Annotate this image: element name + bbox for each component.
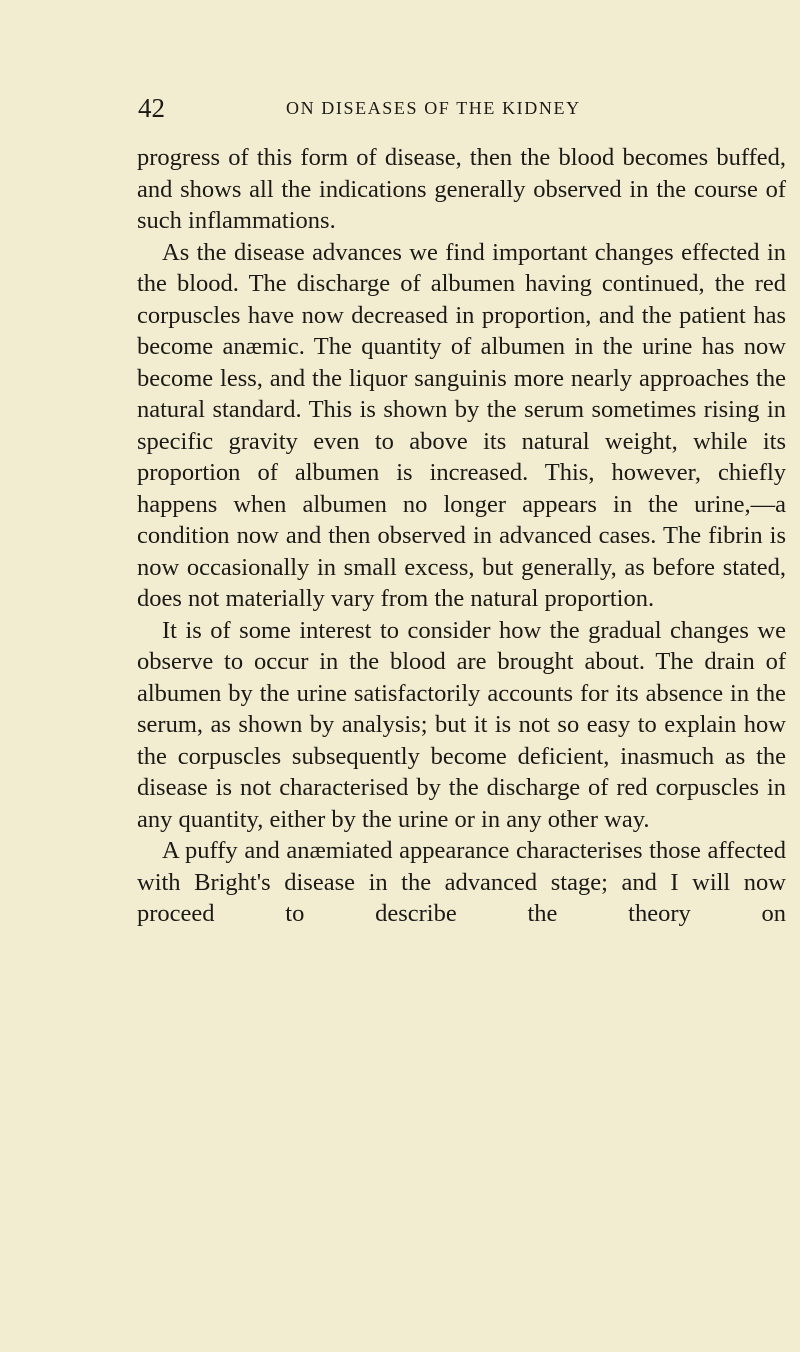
paragraph-1: progress of this form of disease, then the blood becomes buffed, and shows all the indications generally observed in the course of such inflammations. [137, 144, 786, 234]
paragraph-3: It is of some interest to consider how the gradual changes we observe to occur in the blood are brought about. The drain of albumen by the urine satisfactorily accounts for its absence in the serum, as shown by analysis; but it is not so easy to explain how the corpuscles subsequently become deficient, inasmuch as the disease is not characterised by the discharge of red corpuscles in any quantity, either by the urine or in any other way. [137, 616, 786, 833]
running-head [138, 93, 788, 123]
running-title: ON DISEASES OF THE KIDNEY [286, 98, 581, 118]
paragraph-2: As the disease advances we find important changes effected in the blood. The discharge of albumen having continued, the red corpuscles have now decreased in proportion, and the patient has become anæmic. The quantity of albumen in the urine has now become less, and the liquor sanguinis more nearly approaches the natural standard. This is shown by the serum sometimes rising in specific gravity even to above its natural weight, while its proportion of albumen is increased. This, however, chiefly happens when albumen no longer appears in the urine,—a condition now and then observed in advanced cases. The fibrin is now occasionally in small excess, but generally, as before stated, does not materially vary from the natural proportion. [137, 238, 786, 612]
page-number: 42 [138, 93, 165, 123]
paragraph-4: A puffy and anæmiated appearance characterises those affected with Bright's disease in the advanced stage; and I will now proceed to describe the theory on [137, 837, 786, 927]
body-text [137, 142, 786, 930]
